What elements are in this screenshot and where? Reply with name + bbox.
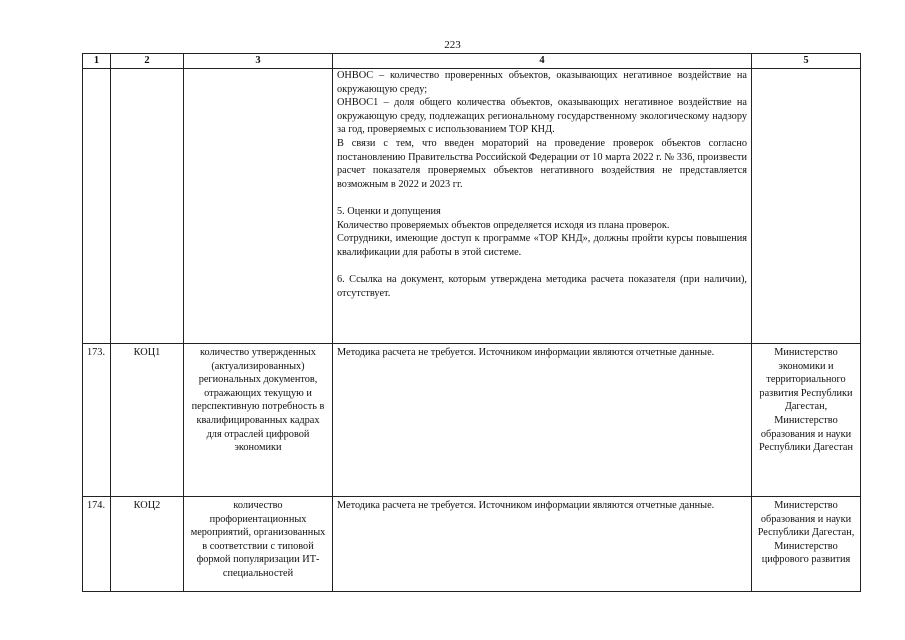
column-header: 3 [184, 54, 333, 69]
indicator-name: количество утвержденных (актуализированных) региональных документов, отражающих текущую и перспективную потребность в квалифицированных кадрах для отраслей цифровой экономики [184, 344, 333, 497]
paragraph: Сотрудники, имеющие доступ к программе «ТОР КНД», должны пройти курсы повышения квалификации для работы в этой системе. [337, 233, 747, 258]
paragraph: В связи с тем, что введен мораторий на проведение проверок объектов согласно постановлению Правительства Российской Федерации от 10 марта 2022 г. № 336, произвести расчет показателя проверяемых объектов негативного воздействия не представляется возможным в 2022 и 2023 гг. [337, 137, 747, 190]
table-row [83, 497, 861, 592]
paragraph: Количество проверяемых объектов определяется исходя из плана проверок. [337, 219, 670, 231]
indicator-code: КОЦ1 [111, 344, 184, 497]
cell-empty [83, 69, 111, 344]
indicator-code: КОЦ2 [111, 497, 184, 592]
method-cell: Методика расчета не требуется. Источником информации являются отчетные данные. [333, 497, 752, 592]
section-heading: 5. Оценки и допущения [337, 205, 441, 217]
column-header: 1 [83, 54, 111, 69]
paragraph: ОНВОС – количество проверенных объектов, оказывающих негативное воздействие на окружающую среду; [337, 70, 747, 95]
cell-empty [184, 69, 333, 344]
responsible-cell: Министерство образования и науки Республики Дагестан, Министерство цифрового развития [752, 497, 861, 592]
indicators-table [82, 53, 861, 592]
paragraph: 6. Ссылка на документ, которым утверждена методика расчета показателя (при наличии), отсутствует. [337, 273, 747, 299]
method-cell: Методика расчета не требуется. Источником информации являются отчетные данные. [333, 344, 752, 497]
paragraph: ОНВОС1 – доля общего количества объектов, оказывающих негативное воздействие на окружающую среду, подлежащих региональному государственному экологическому надзору за год, проверяемых с использованием ТОР КНД. [337, 97, 747, 136]
spacer [337, 259, 747, 273]
method-cell [333, 69, 752, 344]
column-header: 4 [333, 54, 752, 69]
cell-empty [111, 69, 184, 344]
responsible-cell: Министерство экономики и территориального развития Республики Дагестан, Министерство образования и науки Республики Дагестан [752, 344, 861, 497]
header-row [83, 54, 861, 69]
column-header: 5 [752, 54, 861, 69]
cell-empty [752, 69, 861, 344]
row-number: 174. [83, 497, 111, 592]
table-row-continuation [83, 69, 861, 344]
column-header: 2 [111, 54, 184, 69]
indicator-name: количество профориентационных мероприятий, организованных в соответствии с типовой формой популяризации ИТ-специальностей [184, 497, 333, 592]
row-number: 173. [83, 344, 111, 497]
page-number: 223 [444, 39, 461, 51]
spacer [337, 191, 747, 205]
table-row [83, 344, 861, 497]
